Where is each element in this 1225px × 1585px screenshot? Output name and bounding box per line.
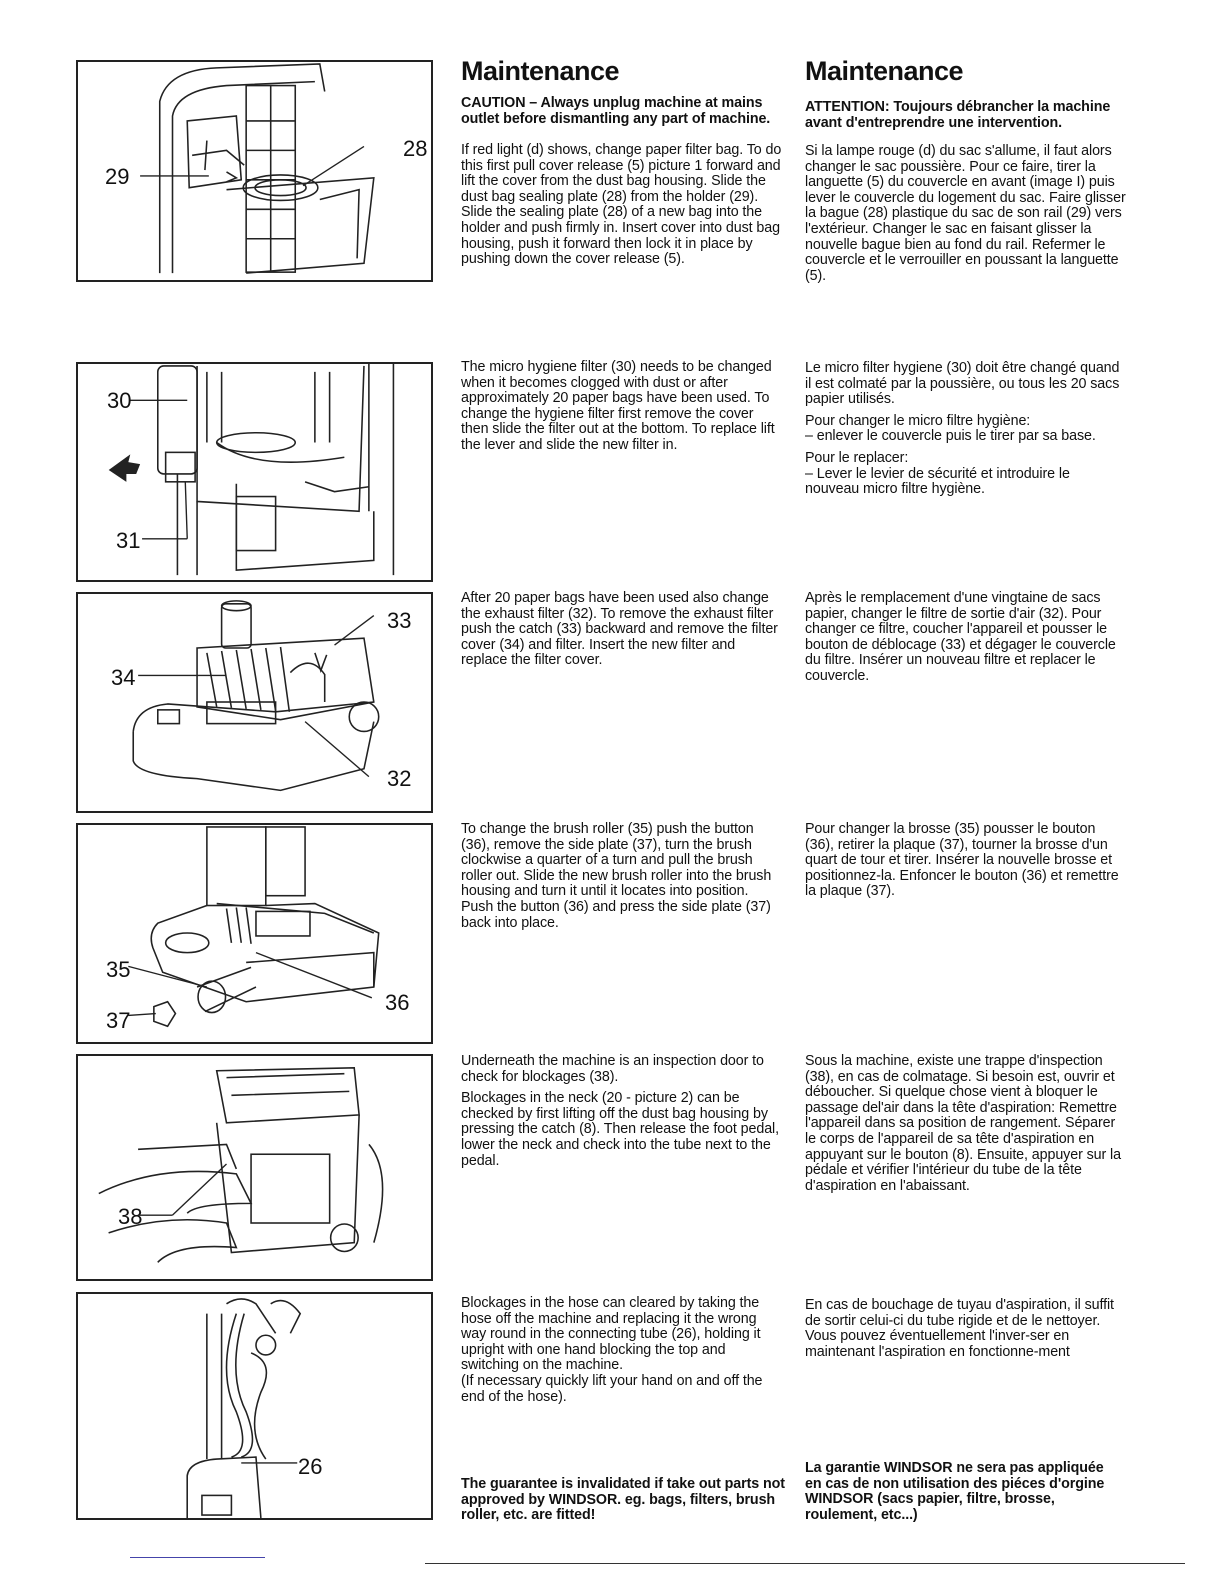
guarantee-en: The guarantee is invalidated if take out parts not approved by WINDSOR. eg. bags, filters, brush roller, etc. are fitted!	[461, 1476, 785, 1524]
bottom-rule-left	[130, 1557, 265, 1558]
figure-dust-bag-housing	[76, 60, 433, 282]
label-32: 32	[387, 766, 412, 791]
label-30: 30	[107, 388, 132, 413]
caution-en: CAUTION – Always unplug machine at mains outlet before dismantling any part of machine.	[461, 95, 771, 127]
caution-fr: ATTENTION: Toujours débrancher la machine avant d'entreprendre une intervention.	[805, 99, 1111, 131]
section-5-en-p1: Underneath the machine is an inspection door to check for blockages (38).	[461, 1053, 764, 1085]
section-6-fr: En cas de bouchage de tuyau d'aspiration, il suffit de sortir celui-ci du tube rigide et de le nettoyer. Vous pouvez éventuellement l'inver-ser en maintenant l'aspiration en fonctionne-ment	[805, 1297, 1114, 1360]
label-28: 28	[403, 136, 428, 161]
figure-inspection-door	[76, 1054, 433, 1281]
section-4-fr: Pour changer la brosse (35) pousser le bouton (36), retirer la plaque (37), tourner la brosse d'un quart de tour et tirer. Insérer la nouvelle brosse et positionnez-la. Enfoncer le bouton (36) et remettre la plaque (37).	[805, 821, 1119, 900]
hose-illustration	[78, 1294, 431, 1518]
section-2-fr	[805, 361, 1127, 504]
figure-brush-roller	[76, 823, 433, 1044]
label-38: 38	[118, 1204, 143, 1229]
title-en: Maintenance	[461, 56, 620, 86]
label-37: 37	[106, 1008, 131, 1033]
section-5-en-p2: Blockages in the neck (20 - picture 2) can be checked by first lifting off the dust bag housing by pressing the catch (8). Then release the foot pedal, lower the neck and check into the tube next to the pedal.	[461, 1090, 780, 1169]
section-2-fr-p1: Le micro filter hygiene (30) doit être changé quand il est colmaté par la poussière, ou tous les 20 sacs papier utilisés.	[805, 360, 1120, 408]
brush-roller-illustration	[78, 825, 431, 1042]
section-4-en: To change the brush roller (35) push the button (36), remove the side plate (37), turn the brush clockwise a quarter of a turn and pull the brush roller out. Slide the new brush roller into the brush housing and turn it until it locates into position. Push the button (36) and press the side plate (37) back into place.	[461, 821, 772, 931]
label-26: 26	[298, 1454, 323, 1479]
label-29: 29	[105, 164, 130, 189]
section-2-fr-p4: Pour le replacer:	[805, 449, 909, 466]
guarantee-fr: La garantie WINDSOR ne sera pas appliquée en cas de non utilisation des piéces d'orgine WINDSOR (sacs papier, filtre, brosse, roulement, etc...)	[805, 1460, 1105, 1523]
title-fr: Maintenance	[805, 56, 964, 86]
label-31: 31	[116, 528, 141, 553]
section-2-fr-p3: – enlever le couvercle puis le tirer par sa base.	[805, 428, 1096, 445]
section-2-fr-p2: Pour changer le micro filtre hygiène:	[805, 412, 1031, 429]
exhaust-filter-illustration	[78, 594, 431, 811]
figure-exhaust-filter	[76, 592, 433, 813]
section-6-en-p1: Blockages in the hose can cleared by taking the hose off the machine and replacing it the wrong way round in the connecting tube (26), holding it upright with one hand blocking the top and switching on the machine.	[461, 1295, 761, 1374]
label-36: 36	[385, 990, 410, 1015]
section-2-fr-p5: – Lever le levier de sécurité et introduire le nouveau micro filtre hygiène.	[805, 465, 1070, 498]
bottom-rule	[425, 1563, 1185, 1564]
label-35: 35	[106, 957, 131, 982]
figure-hose	[76, 1292, 433, 1520]
section-6-en-p2: (If necessary quickly lift your hand on and off the end of the hose).	[461, 1372, 763, 1405]
section-1-en: If red light (d) shows, change paper filter bag. To do this first pull cover release (5) picture 1 forward and lift the cover from the dust bag housing. Slide the dust bag sealing plate (28) from the holder (29). Slide the sealing plate (28) of a new bag into the holder and push firmly in. Insert cover into dust bag housing, push it forward then lock it in place by pushing down the cover release (5).	[461, 142, 782, 268]
label-34: 34	[111, 665, 136, 690]
section-1-fr: Si la lampe rouge (d) du sac s'allume, il faut alors changer le sac poussière. Pour ce faire, tirer la languette (5) du couvercle en avant (image I) puis lever le couvercle du logement du sac. Faire glisser la bague (28) plastique du sac de son rail (29) vers l'extérieur. Changer le sac en faisant glisser la nouvelle bague bien au fond du rail. Refermer le couvercle et le verrouiller en poussant la languette (5).	[805, 143, 1126, 284]
section-5-en	[461, 1054, 783, 1175]
label-33: 33	[387, 608, 412, 633]
section-3-fr: Après le remplacement d'une vingtaine de sacs papier, changer le filtre de sortie d'air (32). Pour changer ce filtre, coucher l'appareil et pousser le bouton de déblocage (33) et dégager le couvercle du filtre. Insérer un nouveau filtre et replacer le couvercle.	[805, 590, 1116, 684]
dust-bag-illustration	[78, 62, 431, 280]
section-5-fr: Sous la machine, existe une trappe d'inspection (38), en cas de colmatage. Si besoin est, ouvrir et déboucher. Si quelque chose vient à bloquer le passage del'air dans la tête d'aspiration: Remettre l'appareil dans sa position de rangement. Séparer le corps de l'appareil de sa tête d'aspiration en appuyant sur le bouton (8). Ensuite, appuyer sur la pédale et vérifier l'intérieur du tube de la tête d'aspiration en l'abaissant.	[805, 1053, 1121, 1194]
section-3-en: After 20 paper bags have been used also change the exhaust filter (32). To remove the exhaust filter push the catch (33) backward and remove the filter cover (34) and filter. Insert the new filter and replace the filter cover.	[461, 590, 778, 669]
section-6-en	[461, 1296, 783, 1411]
section-2-en: The micro hygiene filter (30) needs to be changed when it becomes clogged with dust or after approximately 20 paper bags have been used. To change the hygiene filter first remove the cover then slide the filter out at the bottom. To replace lift the lever and slide the new filter in.	[461, 359, 775, 453]
figure-hygiene-filter	[76, 362, 433, 582]
inspection-door-illustration	[78, 1056, 431, 1279]
